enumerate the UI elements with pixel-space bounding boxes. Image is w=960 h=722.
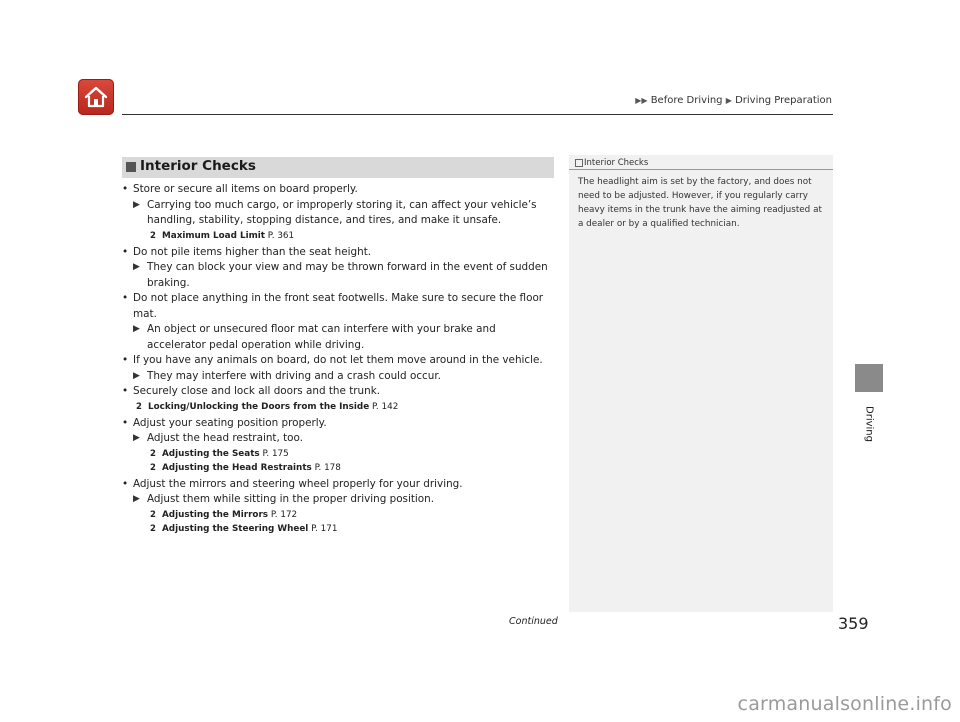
bullet-item: • Adjust your seating position properly. bbox=[122, 416, 557, 432]
reference-arrow-icon: 2 bbox=[150, 230, 156, 241]
sub-item: ▶ An object or unsecured floor mat can interfere with your brake and accelerator pedal operation while driving. bbox=[133, 323, 496, 351]
cross-reference-link[interactable]: 2 Maximum Load Limit P. 361 bbox=[150, 230, 295, 241]
cross-reference-link[interactable]: 2 Adjusting the Seats P. 175 bbox=[150, 448, 289, 459]
cross-reference-link[interactable]: 2 Locking/Unlocking the Doors from the Inside P. 142 bbox=[136, 401, 399, 412]
arrow-icon: ▶ bbox=[133, 494, 140, 504]
arrow-icon: ▶ bbox=[133, 324, 140, 334]
continued-label: Continued bbox=[509, 616, 558, 627]
cross-reference-link[interactable]: 2 Adjusting the Head Restraints P. 178 bbox=[150, 462, 341, 473]
breadcrumb-arrow-icon: ▶▶ bbox=[635, 96, 648, 105]
section-square-icon bbox=[126, 162, 136, 172]
section-header bbox=[122, 157, 554, 178]
arrow-icon: ▶ bbox=[133, 262, 140, 272]
sub-item: ▶ Adjust them while sitting in the proper driving position. bbox=[122, 492, 557, 508]
sub-item: ▶ They can block your view and may be thrown forward in the event of sudden braking. bbox=[133, 261, 548, 289]
breadcrumb-arrow-icon: ▶ bbox=[725, 96, 732, 105]
cross-reference-link[interactable]: 2 Adjusting the Mirrors P. 172 bbox=[150, 509, 298, 520]
home-button[interactable] bbox=[78, 79, 114, 115]
header-divider bbox=[122, 114, 833, 115]
reference-arrow-icon: 2 bbox=[150, 448, 156, 459]
bullet-item: • Securely close and lock all doors and the trunk. bbox=[122, 384, 557, 400]
watermark: carmanualsonline.info bbox=[737, 693, 952, 715]
cross-reference-link[interactable]: 2 Adjusting the Steering Wheel P. 171 bbox=[150, 523, 338, 534]
section-title: Interior Checks bbox=[140, 158, 256, 174]
page-number: 359 bbox=[838, 614, 869, 633]
sub-item: ▶ They may interfere with driving and a crash could occur. bbox=[122, 369, 557, 385]
chapter-tab-label: Driving bbox=[863, 406, 875, 442]
side-note-title: Interior Checks bbox=[575, 158, 648, 168]
note-icon bbox=[575, 159, 583, 167]
sub-item: ▶ Carrying too much cargo, or improperly storing it, can affect your vehicle’s handling, stability, stopping distance, and tires, and make it unsafe. bbox=[133, 198, 537, 226]
bullet-item: • Do not pile items higher than the seat height. bbox=[122, 245, 557, 261]
bullet-item: • Do not place anything in the front seat footwells. Make sure to secure the floor mat. bbox=[122, 291, 557, 322]
reference-arrow-icon: 2 bbox=[136, 401, 142, 412]
side-note-panel bbox=[569, 155, 833, 612]
main-content bbox=[122, 182, 557, 536]
side-note-divider bbox=[569, 169, 833, 170]
reference-arrow-icon: 2 bbox=[150, 462, 156, 473]
sub-item: ▶ Adjust the head restraint, too. bbox=[122, 431, 557, 447]
arrow-icon: ▶ bbox=[133, 199, 140, 210]
arrow-icon: ▶ bbox=[133, 370, 140, 381]
bullet-item: • Adjust the mirrors and steering wheel properly for your driving. bbox=[122, 477, 557, 493]
side-note-text: The headlight aim is set by the factory, and does not need to be adjusted. However, if you regularly carry heavy items in the trunk have the aiming readjusted at a dealer or by a qualified technician. bbox=[578, 177, 822, 229]
chapter-tab[interactable] bbox=[855, 364, 883, 392]
arrow-icon: ▶ bbox=[133, 433, 140, 443]
breadcrumb-level-2[interactable]: Driving Preparation bbox=[735, 95, 832, 106]
reference-arrow-icon: 2 bbox=[150, 509, 156, 520]
home-icon bbox=[83, 84, 109, 110]
bullet-item: • Store or secure all items on board properly. bbox=[122, 182, 557, 198]
breadcrumb bbox=[635, 95, 832, 106]
reference-arrow-icon: 2 bbox=[150, 523, 156, 534]
breadcrumb-level-1[interactable]: Before Driving bbox=[650, 95, 723, 106]
bullet-item: • If you have any animals on board, do not let them move around in the vehicle. bbox=[122, 353, 557, 369]
